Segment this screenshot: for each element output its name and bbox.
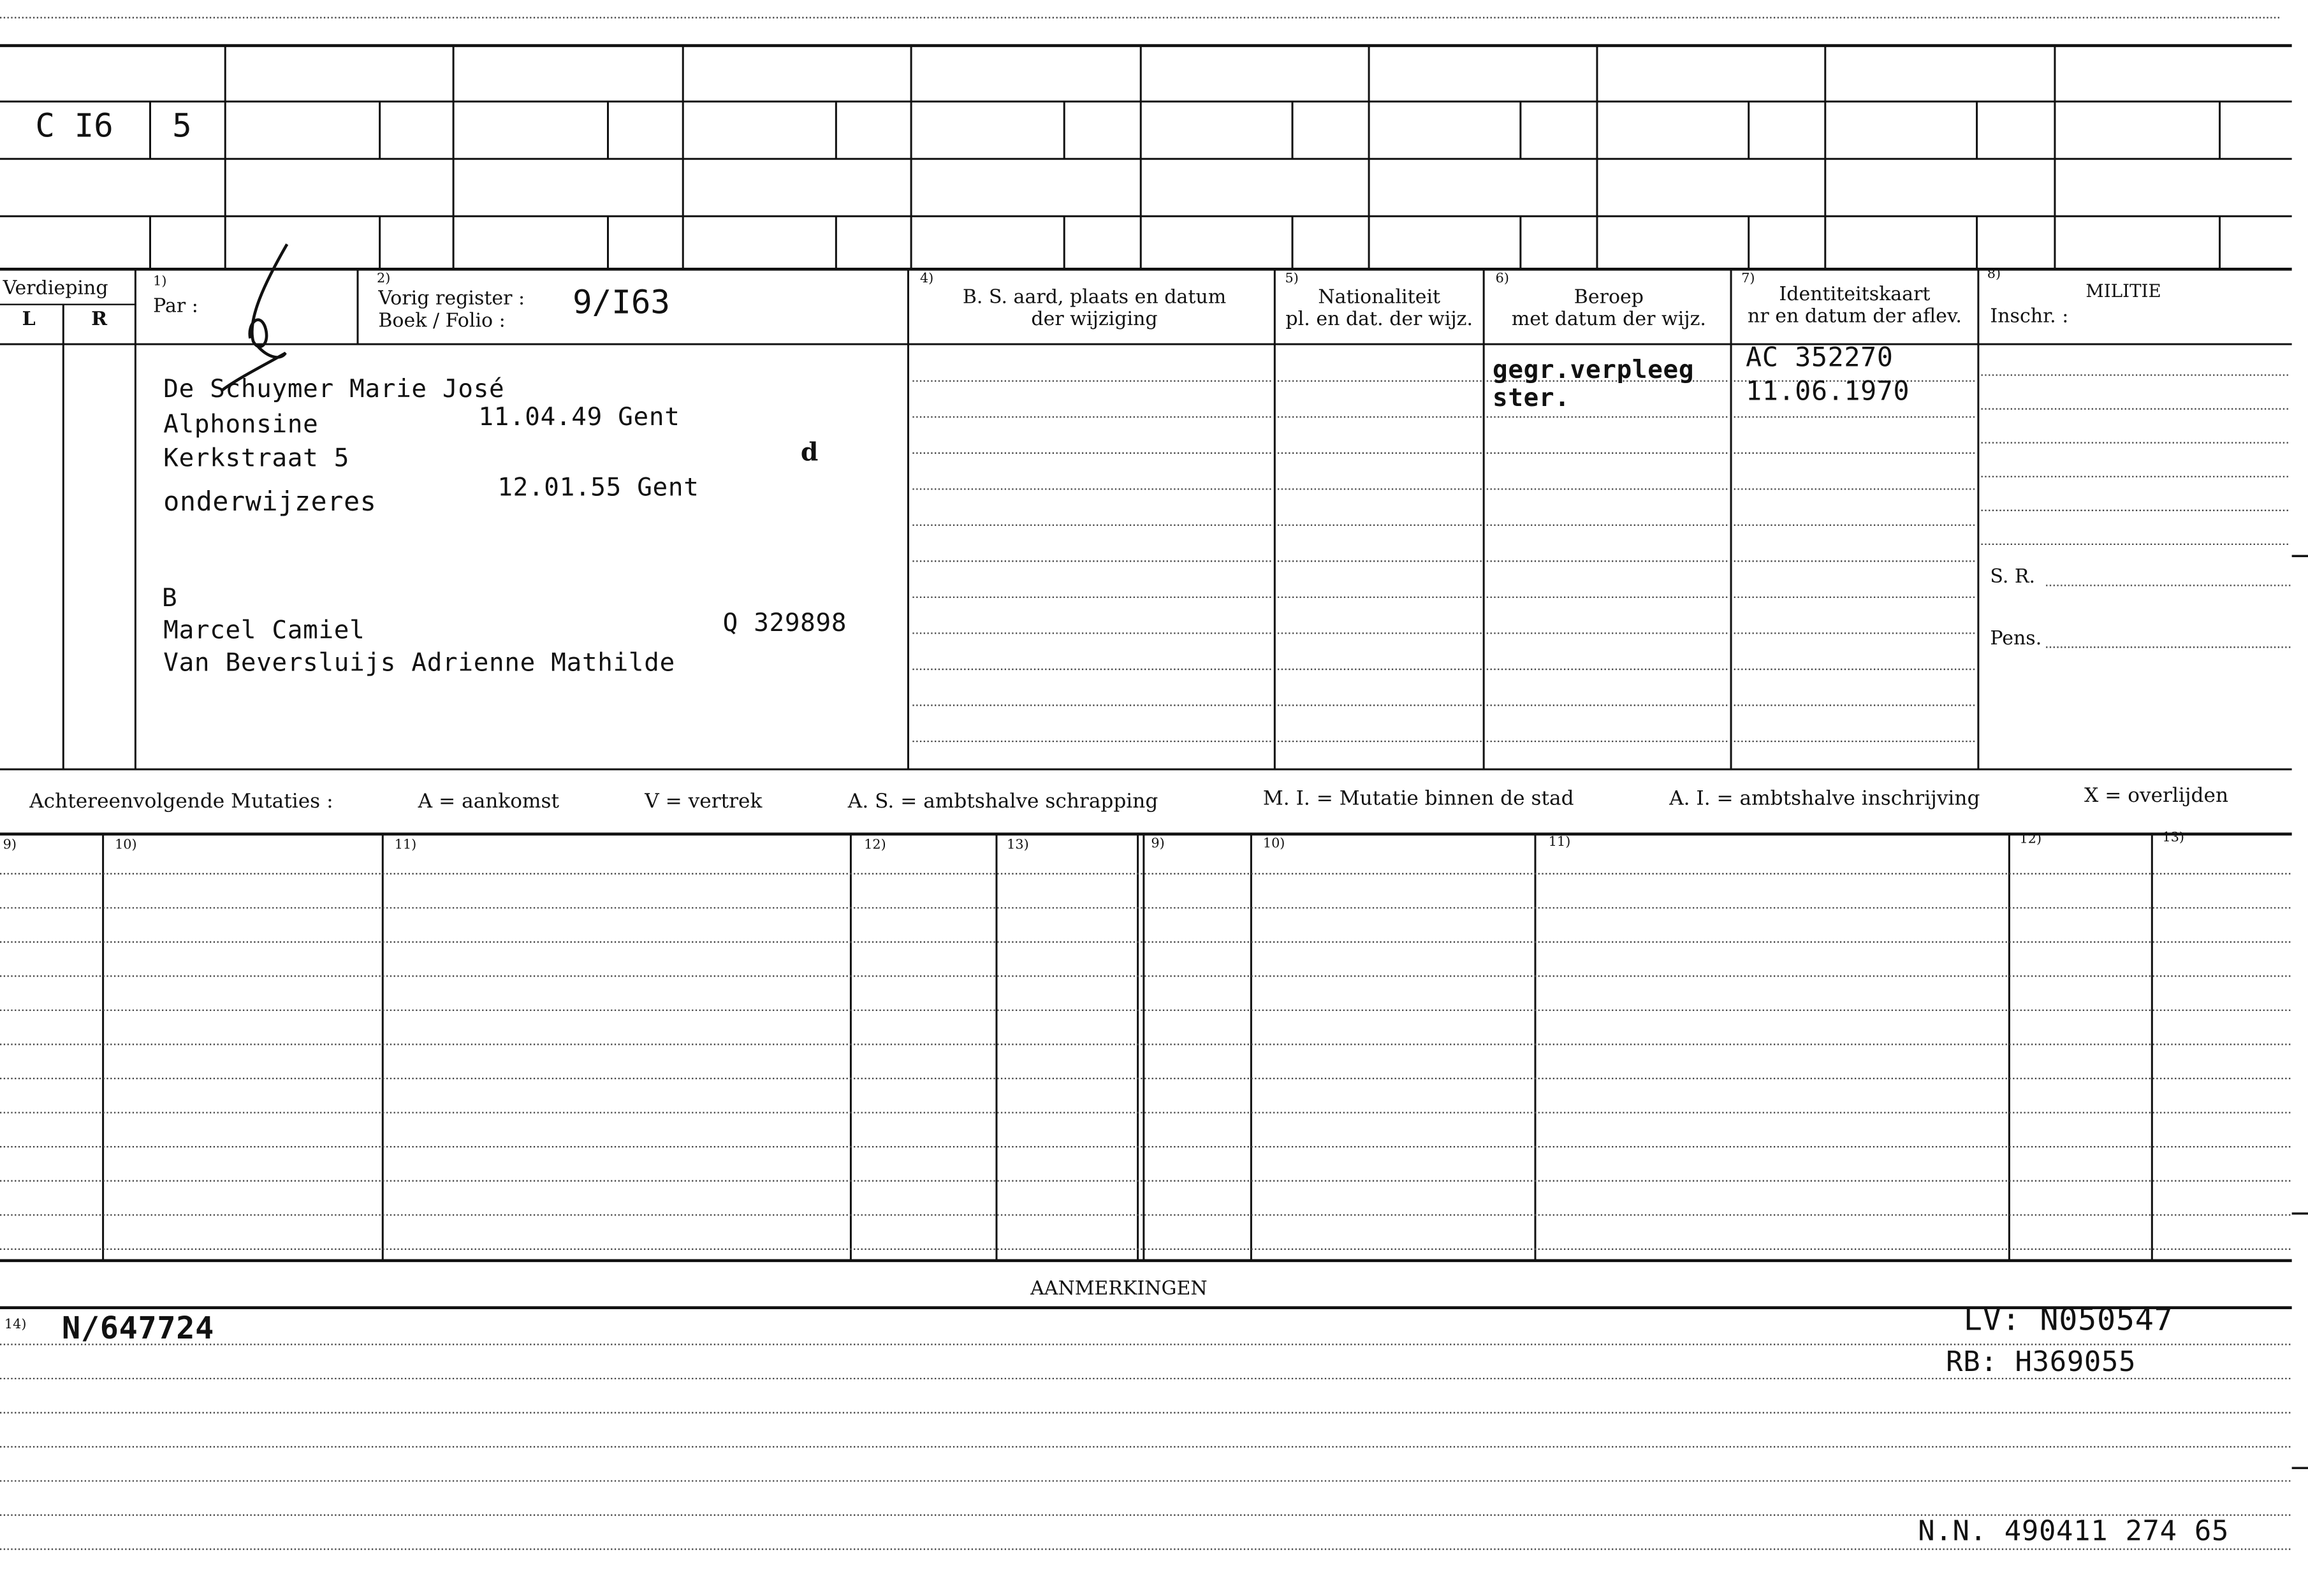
rb-number: RB: H369055 <box>1946 1346 2136 1379</box>
inschr-label: Inschr. : <box>1990 306 2069 328</box>
col8-number: 8) <box>1987 268 2001 283</box>
col7-number: 7) <box>1741 272 1755 287</box>
mut-left-col13: 13) <box>1007 838 1029 853</box>
father-name: Marcel Camiel <box>163 616 365 646</box>
verdieping-label: Verdieping <box>3 278 108 300</box>
sr-label: S. R. <box>1990 566 2036 589</box>
boek-folio-label: Boek / Folio : <box>378 310 506 333</box>
address: Kerkstraat 5 <box>163 444 350 474</box>
bs-header: B. S. aard, plaats en datum der wijziging <box>962 287 1227 331</box>
pens-label: Pens. <box>1990 628 2042 651</box>
col14-number: 14) <box>4 1317 27 1333</box>
col2-number: 2) <box>377 272 391 287</box>
mut-left-col11: 11) <box>394 838 417 853</box>
vorig-register-label: Vorig register : <box>378 288 525 310</box>
beroep-header: Beroep met datum der wijz. <box>1511 287 1706 331</box>
verdieping-r-label: R <box>91 308 108 331</box>
par-label: Par : <box>153 295 198 318</box>
block-number: 5 <box>172 108 192 146</box>
person-firstname: Alphonsine <box>163 410 319 440</box>
beroep-line2: ster. <box>1493 384 1570 414</box>
lv-number: LV: N050547 <box>1963 1302 2173 1337</box>
remark-reference: N/647724 <box>61 1310 215 1346</box>
father-reference: Q 329898 <box>722 609 847 639</box>
identiteitskaart-header: Identiteitskaart nr en datum der aflev. <box>1748 284 1962 328</box>
verdieping-l-label: L <box>22 308 36 331</box>
status-mark: d <box>800 438 819 468</box>
national-number: N.N. 490411 274 65 <box>1918 1515 2230 1548</box>
militie-label: MILITIE <box>2085 280 2161 302</box>
legend-schrapping: A. S. = ambtshalve schrapping <box>847 790 1158 814</box>
mutaties-title: Achtereenvolgende Mutaties : <box>29 790 333 814</box>
identity-card-number: AC 352270 <box>1746 342 1894 374</box>
occupation: onderwijzeres <box>163 486 377 518</box>
beroep-line1: gegr.verpleeg <box>1493 356 1695 386</box>
mut-left-col10: 10) <box>115 838 137 853</box>
legend-inschrijving: A. I. = ambtshalve inschrijving <box>1669 787 1980 811</box>
mut-left-col12: 12) <box>864 838 886 853</box>
mut-right-col9: 9) <box>1151 837 1165 852</box>
mut-right-col13: 13) <box>2162 831 2185 846</box>
col4-number: 4) <box>919 272 934 287</box>
marriage-date-place: 12.01.55 Gent <box>497 474 699 504</box>
aanmerkingen-title: AANMERKINGEN <box>1030 1278 1208 1301</box>
legend-overlijden: X = overlijden <box>2084 784 2229 808</box>
register-value: 9/I63 <box>573 285 670 323</box>
mut-left-col9: 9) <box>3 838 17 853</box>
legend-aankomst: A = aankomst <box>418 790 560 814</box>
legend-mutatie-stad: M. I. = Mutatie binnen de stad <box>1262 787 1574 811</box>
mut-right-col10: 10) <box>1262 837 1285 852</box>
col5-number: 5) <box>1285 272 1299 287</box>
legend-vertrek: V = vertrek <box>645 790 763 814</box>
col6-number: 6) <box>1495 272 1509 287</box>
block-code: C I6 <box>35 108 113 146</box>
identity-card-date: 11.06.1970 <box>1746 376 1910 408</box>
col1-number: 1) <box>153 275 167 290</box>
nationaliteit-header: Nationaliteit pl. en dat. der wijz. <box>1285 287 1473 331</box>
mut-right-col11: 11) <box>1548 835 1571 850</box>
mother-name: Van Beversluijs Adrienne Mathilde <box>163 648 675 678</box>
birth-date-place: 11.04.49 Gent <box>478 403 680 433</box>
b-mark: B <box>161 584 178 614</box>
par-handwritten-mark <box>221 238 309 391</box>
person-name: De Schuymer Marie José <box>163 375 505 405</box>
mut-right-col12: 12) <box>2019 832 2042 848</box>
